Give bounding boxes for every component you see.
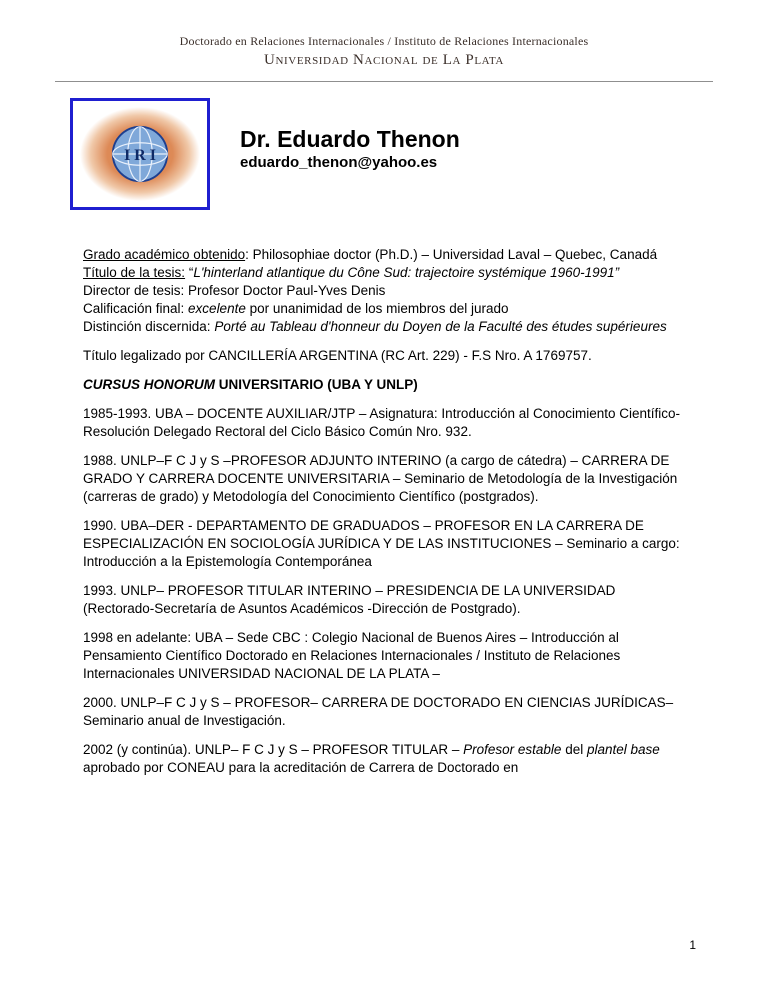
header-divider: [55, 81, 713, 82]
thesis-label: Título de la tesis:: [83, 265, 186, 280]
identity-section: [70, 98, 768, 210]
cursus-entry: 1990. UBA–DER - DEPARTAMENTO DE GRADUADOS – PROFESOR EN LA CARRERA DE ESPECIALIZACIÓN EN SOCIOLOGÍA JURÍDICA Y DE LAS INSTITUCIONES – Seminario a cargo: Introducción a la Epistemología Contemporánea: [83, 518, 680, 569]
thesis-open-quote: “: [185, 265, 194, 280]
distinction-text: Porté au Tableau d'honneur du Doyen de la Faculté des études supérieures: [214, 319, 667, 334]
globe-icon: [110, 124, 170, 184]
final-grade-mark: excelente: [188, 301, 246, 316]
cursus-last-pre: 2002 (y continúa). UNLP– F C J y S – PROFESOR TITULAR –: [83, 742, 464, 757]
distinction-label: Distinción discernida:: [83, 319, 215, 334]
cursus-last-rest: aprobado por CONEAU para la acreditación de Carrera de Doctorado en: [83, 760, 519, 775]
cursus-entry: 1993. UNLP– PROFESOR TITULAR INTERINO – PRESIDENCIA DE LA UNIVERSIDAD (Rectorado-Secretaría de Asuntos Académicos -Dirección de Postgrado).: [83, 583, 616, 616]
cursus-last-mid: del: [561, 742, 587, 757]
degree-obtained-label: Grado académico obtenido: [83, 247, 246, 262]
cursus-last-italic-2: plantel base: [586, 742, 660, 757]
final-grade-rest: por unanimidad de los miembros del jurado: [245, 301, 509, 316]
distinction: [83, 318, 690, 336]
header-institute-line: Doctorado en Relaciones Internacionales / Instituto de Relaciones Internacionales: [179, 34, 589, 48]
thesis-director: Director de tesis: Profesor Doctor Paul-Yves Denis: [83, 283, 386, 298]
cursus-entry: 1998 en adelante: UBA – Sede CBC : Colegio Nacional de Buenos Aires – Introducción al Pensamiento Científico Doctorado en Relaciones Internacionales / Instituto de Relaciones Internacionales UNIVERSIDAD NACIONAL DE LA PLATA –: [83, 630, 621, 681]
cursus-entry: 1988. UNLP–F C J y S –PROFESOR ADJUNTO INTERINO (a cargo de cátedra) – CARRERA DE GRADO Y CARRERA DOCENTE UNIVERSITARIA – Seminario de Metodología de la Investigación (carreras de grado) y Metodología del Conocimiento Científico (postgrados).: [83, 453, 678, 504]
cursus-heading-latin: CURSUS HONORUM: [83, 377, 216, 392]
header-university-line: Universidad Nacional de La Plata: [264, 52, 504, 68]
iri-logo: [70, 98, 210, 210]
person-email: eduardo_thenon@yahoo.es: [240, 154, 438, 172]
person-name: Dr. Eduardo Thenon: [240, 126, 460, 152]
final-grade: [83, 300, 690, 318]
page-header: [0, 0, 768, 69]
final-grade-label: Calificación final:: [83, 301, 189, 316]
degree-obtained-text: : Philosophiae doctor (Ph.D.) – Universidad Laval – Quebec, Canadá: [245, 247, 658, 262]
legalized-title: Título legalizado por CANCILLERÍA ARGENTINA (RC Art. 229) - F.S Nro. A 1769757.: [83, 348, 592, 363]
cursus-entry: 2000. UNLP–F C J y S – PROFESOR– CARRERA DE DOCTORADO EN CIENCIAS JURÍDICAS– Seminario anual de Investigación.: [83, 695, 674, 728]
logo-orange-blob: [80, 107, 200, 201]
degree-obtained: [83, 246, 690, 264]
thesis-close-quote: ”: [614, 265, 620, 280]
page-number: 1: [689, 938, 696, 952]
cursus-heading: [83, 376, 690, 394]
name-block: [240, 126, 460, 210]
cursus-heading-rest: UNIVERSITARIO (UBA Y UNLP): [215, 377, 418, 392]
document-body: [83, 246, 690, 777]
cursus-entry-last: [83, 741, 690, 777]
cursus-last-italic-1: Profesor estable: [463, 742, 562, 757]
cursus-entry: 1985-1993. UBA – DOCENTE AUXILIAR/JTP – Asignatura: Introducción al Conocimiento Científico-Resolución Delegado Rectoral del Ciclo Básico Común Nro. 932.: [83, 406, 681, 439]
thesis-title: L'hinterland atlantique du Cône Sud: trajectoire systémique 1960-1991: [193, 265, 615, 280]
thesis-title-line: [83, 264, 690, 282]
logo-letters: I R I: [124, 147, 156, 165]
